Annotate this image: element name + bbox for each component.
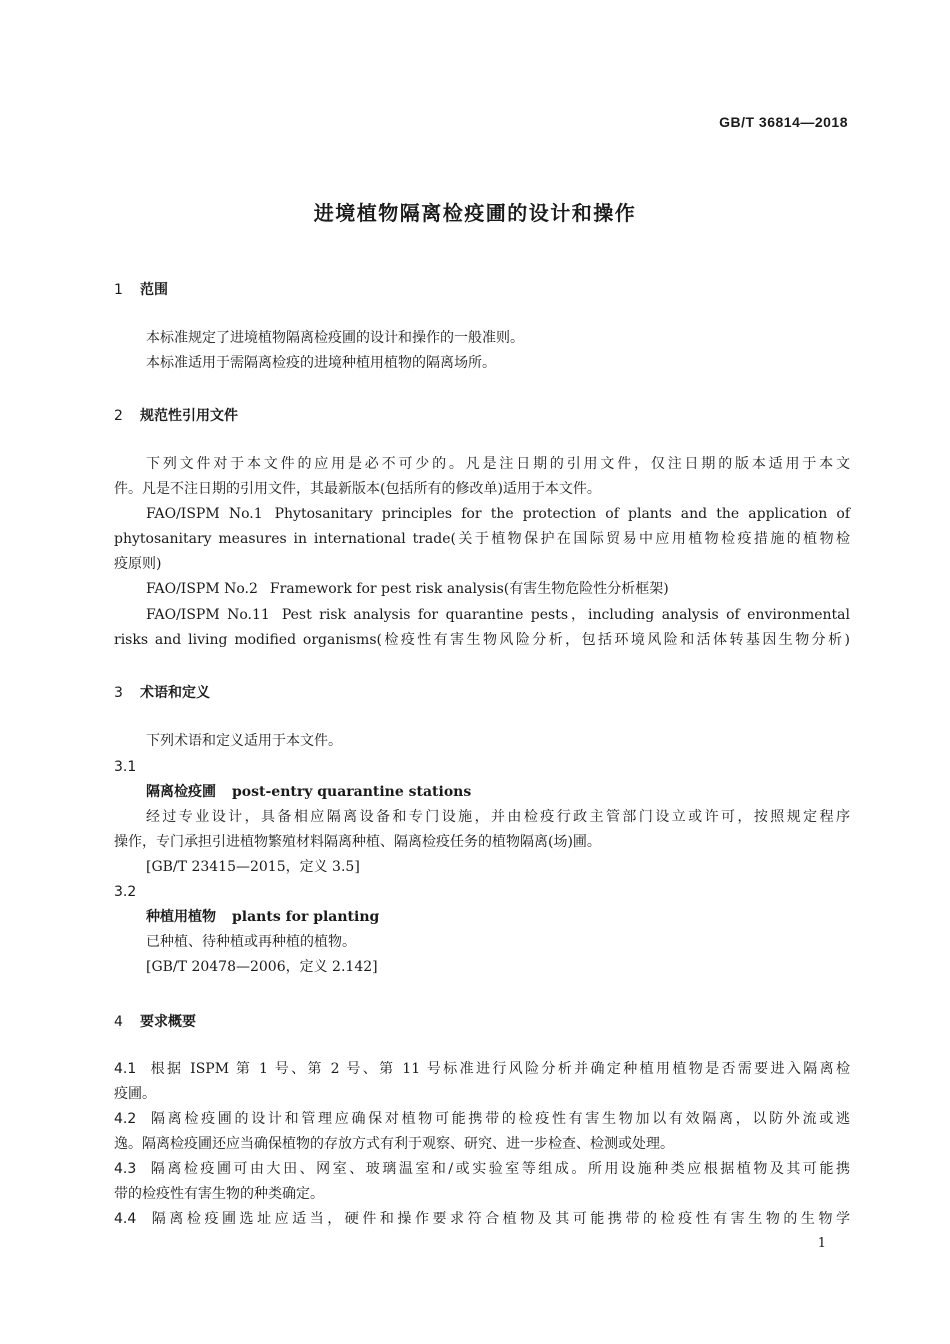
clause-line [114,1057,850,1082]
reference-line [146,502,850,527]
paragraph-line: 本标准适用于需隔离检疫的进境种植用植物的隔离场所。 [146,355,496,371]
section-number: 3 [114,685,123,701]
reference-title: Phytosanitary principles for the protection of plants and the application of [274,506,850,522]
section-number: 4 [114,1014,123,1030]
paragraph-line: 下列术语和定义适用于本文件。 [146,733,342,749]
paragraph-line: 下列文件对于本文件的应用是必不可少的。凡是注日期的引用文件，仅注日期的版本适用于本文 [146,456,850,472]
reference-line [146,603,850,628]
paragraph-line: 件。凡是不注日期的引用文件，其最新版本(包括所有的修改单)适用于本文件。 [114,481,601,497]
definition-source: [GB/T 23415—2015，定义 3.5] [146,859,360,875]
page-number: 1 [817,1236,826,1251]
clause-line [114,1207,850,1232]
term-chinese: 隔离检疫圃 [146,784,216,800]
term-english: post-entry quarantine stations [232,784,472,800]
clause-number: 4.2 [114,1111,137,1127]
clause-line: 带的检疫性有害生物的种类确定。 [114,1186,324,1202]
reference-line [146,577,850,602]
definition-line: 经过专业设计，具备相应隔离设备和专门设施，并由检疫行政主管部门设立或许可，按照规定程序 [146,809,850,825]
section-title: 范围 [140,282,168,298]
reference-title: Pest risk analysis for quarantine pests，including analysis of environmental [281,607,850,623]
clause-number: 4.3 [114,1161,137,1177]
clause-line: 疫圃。 [114,1086,156,1102]
clause-line [114,1107,850,1132]
term-number: 3.2 [114,884,137,900]
reference-line: 疫原则) [114,556,162,572]
section-title: 规范性引用文件 [140,408,238,424]
clause-number: 4.1 [114,1061,137,1077]
clause-text: 隔离检疫圃可由大田、网室、玻璃温室和/或实验室等组成。所用设施种类应根据植物及其可能携 [148,1161,850,1177]
clause-line [114,1157,850,1182]
clause-number: 4.4 [114,1211,137,1227]
standard-code: GB/T 36814—2018 [719,114,848,130]
section-number: 1 [114,282,123,298]
definition-line: 操作，专门承担引进植物繁殖材料隔离种植、隔离检疫任务的植物隔离(场)圃。 [114,834,601,850]
section-number: 2 [114,408,123,424]
term-entry [146,780,850,805]
section-heading-requirements [114,1011,196,1031]
section-title: 要求概要 [140,1014,196,1030]
clause-text: 隔离检疫圃选址应适当，硬件和操作要求符合植物及其可能携带的检疫性有害生物的生物学 [148,1211,850,1227]
clause-line: 逸。隔离检疫圃还应当确保植物的存放方式有利于观察、研究、进一步检查、检测或处理。 [114,1136,674,1152]
reference-line: risks and living modified organisms(检疫性有害生物风险分析，包括环境风险和活体转基因生物分析) [114,632,850,648]
reference-code: FAO/ISPM No.1 [146,506,263,522]
clause-text: 根据 ISPM 第 1 号、第 2 号、第 11 号标准进行风险分析并确定种植用植物是否需要进入隔离检 [148,1061,850,1077]
definition-line: 已种植、待种植或再种植的植物。 [146,934,356,950]
section-title: 术语和定义 [140,685,210,701]
reference-line: phytosanitary measures in international trade(关于植物保护在国际贸易中应用植物检疫措施的植物检 [114,531,850,547]
term-number: 3.1 [114,759,137,775]
section-heading-scope [114,279,168,299]
definition-source: [GB/T 20478—2006，定义 2.142] [146,959,378,975]
reference-code: FAO/ISPM No.11 [146,607,270,623]
paragraph-line: 本标准规定了进境植物隔离检疫圃的设计和操作的一般准则。 [146,330,524,346]
section-heading-references [114,405,238,425]
section-heading-terms [114,682,210,702]
reference-code: FAO/ISPM No.2 [146,581,258,597]
term-chinese: 种植用植物 [146,909,216,925]
document-title: 进境植物隔离检疫圃的设计和操作 [313,201,637,225]
term-english: plants for planting [232,909,380,925]
clause-text: 隔离检疫圃的设计和管理应确保对植物可能携带的检疫性有害生物加以有效隔离，以防外流或逃 [148,1111,850,1127]
reference-title: Framework for pest risk analysis(有害生物危险性分析框架) [269,581,669,597]
term-entry [146,905,850,930]
